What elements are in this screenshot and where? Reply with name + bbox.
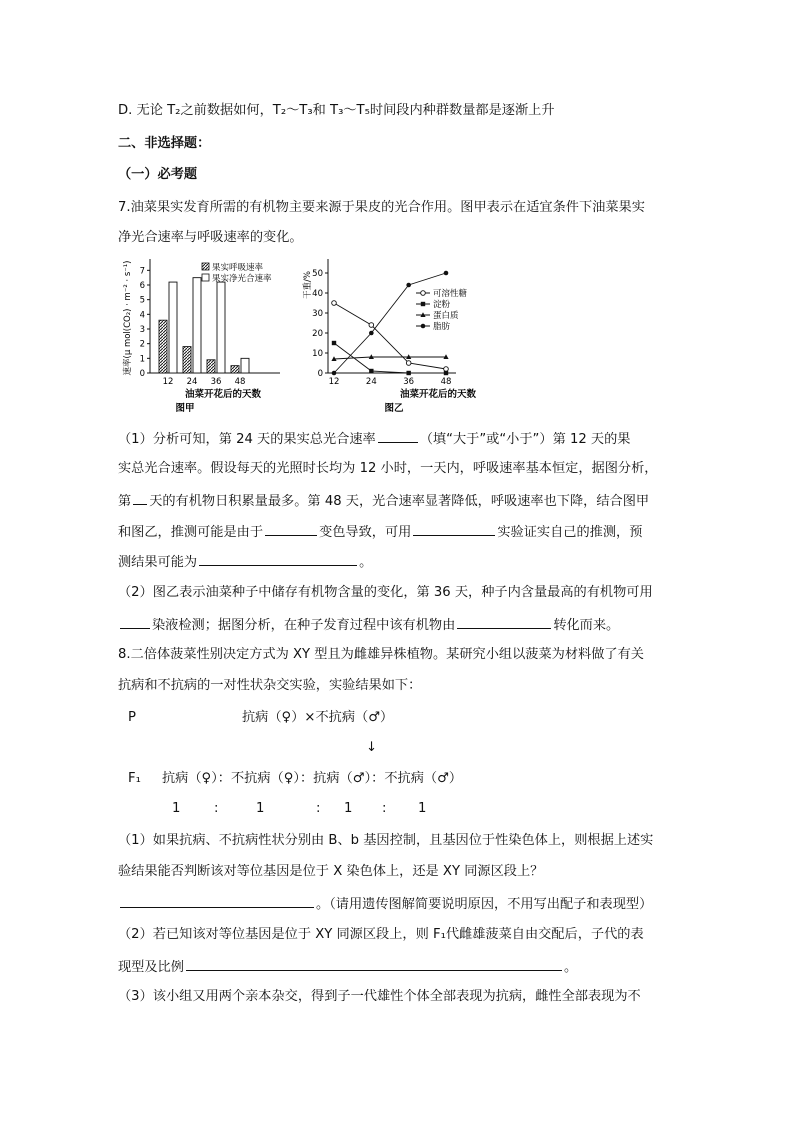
q7-part1-line5: 测结果可能为 。 xyxy=(118,551,372,573)
legend-marker xyxy=(421,291,426,296)
legend-label: 可溶性糖 xyxy=(433,289,468,299)
y-tick-label: 3 xyxy=(139,325,145,335)
ratio-colon: : xyxy=(316,801,321,816)
data-point xyxy=(369,323,374,328)
y-tick-label: 20 xyxy=(312,329,323,339)
y-tick-label: 0 xyxy=(139,369,145,379)
legend-label: 淀粉 xyxy=(433,300,451,310)
answer-blank[interactable] xyxy=(457,614,551,629)
bar xyxy=(183,347,191,373)
q8-part2-line2: 现型及比例 。 xyxy=(118,956,577,978)
answer-blank[interactable] xyxy=(186,956,562,971)
y-tick-label: 50 xyxy=(312,269,323,279)
answer-blank[interactable] xyxy=(378,428,418,443)
q8-stem-line2: 抗病和不抗病的一对性状杂交实验，实验结果如下： xyxy=(118,678,422,693)
answer-blank[interactable] xyxy=(413,521,495,536)
figure-jia xyxy=(118,255,298,415)
y-tick-label: 40 xyxy=(312,289,323,299)
bar xyxy=(193,278,201,373)
y-tick-label: 2 xyxy=(139,339,145,350)
bar xyxy=(207,360,215,373)
q8-part1-line3: 。（请用遗传图解简要说明原因，不用写出配子和表现型） xyxy=(118,893,652,915)
bar xyxy=(241,358,249,373)
q7-part1-line3: 第 天的有机物日积累量最多。第 48 天，光合速率显著降低，呼吸速率也下降，结合图甲 xyxy=(118,490,649,512)
legend-marker xyxy=(421,302,425,306)
data-point xyxy=(369,369,373,373)
ratio-value: 1 xyxy=(418,801,427,816)
figure-yi xyxy=(298,255,498,415)
section-heading: 二、非选择题： xyxy=(118,136,211,151)
subsection-heading: （一）必考题 xyxy=(118,167,198,182)
y-tick-label: 30 xyxy=(312,309,323,319)
data-point xyxy=(444,271,449,276)
q7-stem-line1: 7.油菜果实发育所需的有机物主要来源于果皮的光合作用。图甲表示在适宜条件下油菜果实 xyxy=(118,200,645,215)
q8-part1-line2: 验结果能否判断该对等位基因是位于 X 染色体上，还是 XY 同源区段上？ xyxy=(118,864,544,879)
cross-p-label: P xyxy=(128,710,136,725)
y-tick-label: 1 xyxy=(139,354,145,365)
x-tick-label: 12 xyxy=(328,377,340,387)
q7-part2-line2: 染液检测；据图分析，在种子发育过程中该有机物由 转化而来。 xyxy=(118,614,619,636)
data-point xyxy=(369,331,374,336)
y-axis-label: 速率(μ mol(CO₂) · m⁻² · s⁻¹) xyxy=(123,260,133,376)
data-point xyxy=(332,341,336,345)
x-tick-label: 24 xyxy=(365,377,377,387)
chart-title: 图甲 xyxy=(175,403,195,414)
x-tick-label: 24 xyxy=(186,377,198,387)
legend-swatch xyxy=(202,263,209,270)
ratio-value: 1 xyxy=(172,801,181,816)
x-tick-label: 12 xyxy=(162,377,174,387)
y-tick-label: 7 xyxy=(139,266,145,277)
bar xyxy=(169,282,177,373)
cross-arrow: ↓ xyxy=(366,740,378,755)
legend-label: 蛋白质 xyxy=(433,311,459,321)
bar xyxy=(217,282,225,373)
y-tick-label: 0 xyxy=(317,369,323,379)
q7-part1-line1: （1）分析可知，第 24 天的果实总光合速率 （填“大于”或“小于”）第 12 天的果 xyxy=(118,428,631,450)
data-point xyxy=(406,283,411,288)
ratio-value: 1 xyxy=(344,801,353,816)
answer-blank[interactable] xyxy=(265,521,317,536)
answer-blank[interactable] xyxy=(133,490,147,505)
data-point xyxy=(444,371,448,375)
option-d: D. 无论 T₂之前数据如何，T₂～T₃和 T₃～T₅时间段内种群数量都是逐渐上升 xyxy=(118,103,555,118)
series-line xyxy=(334,303,446,369)
y-tick-label: 6 xyxy=(139,281,145,291)
x-tick-label: 48 xyxy=(440,377,452,387)
data-point xyxy=(406,361,411,366)
q8-part1-line1: （1）如果抗病、不抗病性状分别由 B、b 基因控制，且基因位于性染色体上，则根据上述实 xyxy=(118,833,654,848)
y-tick-label: 5 xyxy=(139,295,145,306)
x-tick-label: 36 xyxy=(403,377,415,387)
y-tick-label: 4 xyxy=(139,310,145,321)
answer-blank[interactable] xyxy=(199,551,357,566)
q7-part1-line4: 和图乙，推测可能是由于 变色导致，可用 实验证实自己的推测，预 xyxy=(118,521,642,543)
chart-title: 图乙 xyxy=(384,403,404,414)
q8-stem-line1: 8.二倍体菠菜性别决定方式为 XY 型且为雌雄异株植物。某研究小组以菠菜为材料做了有关 xyxy=(118,647,644,662)
series-line xyxy=(334,357,446,359)
answer-blank[interactable] xyxy=(120,893,314,908)
legend-swatch xyxy=(202,274,209,281)
ratio-value: 1 xyxy=(256,801,265,816)
data-point xyxy=(332,301,337,306)
answer-blank[interactable] xyxy=(120,614,150,629)
x-tick-label: 36 xyxy=(210,377,222,387)
q8-part2-line1: （2）若已知该对等位基因是位于 XY 同源区段上，则 F₁代雌雄菠菜自由交配后，子代的表 xyxy=(118,927,644,942)
bar xyxy=(159,320,167,373)
x-axis-label: 油菜开花后的天数 xyxy=(399,389,477,400)
y-tick-label: 10 xyxy=(312,349,323,359)
legend-label: 果实净光合速率 xyxy=(212,274,272,284)
x-tick-label: 48 xyxy=(234,377,246,387)
bar xyxy=(231,366,239,373)
q7-part1-line2: 实总光合速率。假设每天的光照时长均为 12 小时，一天内，呼吸速率基本恒定，据图分析， xyxy=(118,461,658,476)
ratio-colon: : xyxy=(214,801,219,816)
data-point xyxy=(406,371,410,375)
q7-part2-line1: （2）图乙表示油菜种子中储存有机物含量的变化，第 36 天，种子内含量最高的有机物可用 xyxy=(118,585,653,600)
q8-part3-line1: （3）该小组又用两个亲本杂交，得到子一代雄性个体全部表现为抗病，雌性全部表现为不 xyxy=(118,989,641,1004)
cross-f1-label: F₁ xyxy=(128,771,141,786)
data-point xyxy=(444,367,449,372)
cross-f1-phenotypes: 抗病（♀）：不抗病（♀）：抗病（♂）：不抗病（♂） xyxy=(162,771,463,786)
x-axis-label: 油菜开花后的天数 xyxy=(184,389,262,400)
y-axis-label: 干重/% xyxy=(303,271,313,299)
ratio-colon: : xyxy=(382,801,387,816)
legend-label: 脂肪 xyxy=(433,322,451,332)
cross-parents: 抗病（♀）×不抗病（♂） xyxy=(242,710,394,725)
q7-stem-line2: 净光合速率与呼吸速率的变化。 xyxy=(118,230,303,245)
legend-label: 果实呼吸速率 xyxy=(212,263,264,273)
data-point xyxy=(332,371,337,376)
legend-marker xyxy=(421,324,426,329)
